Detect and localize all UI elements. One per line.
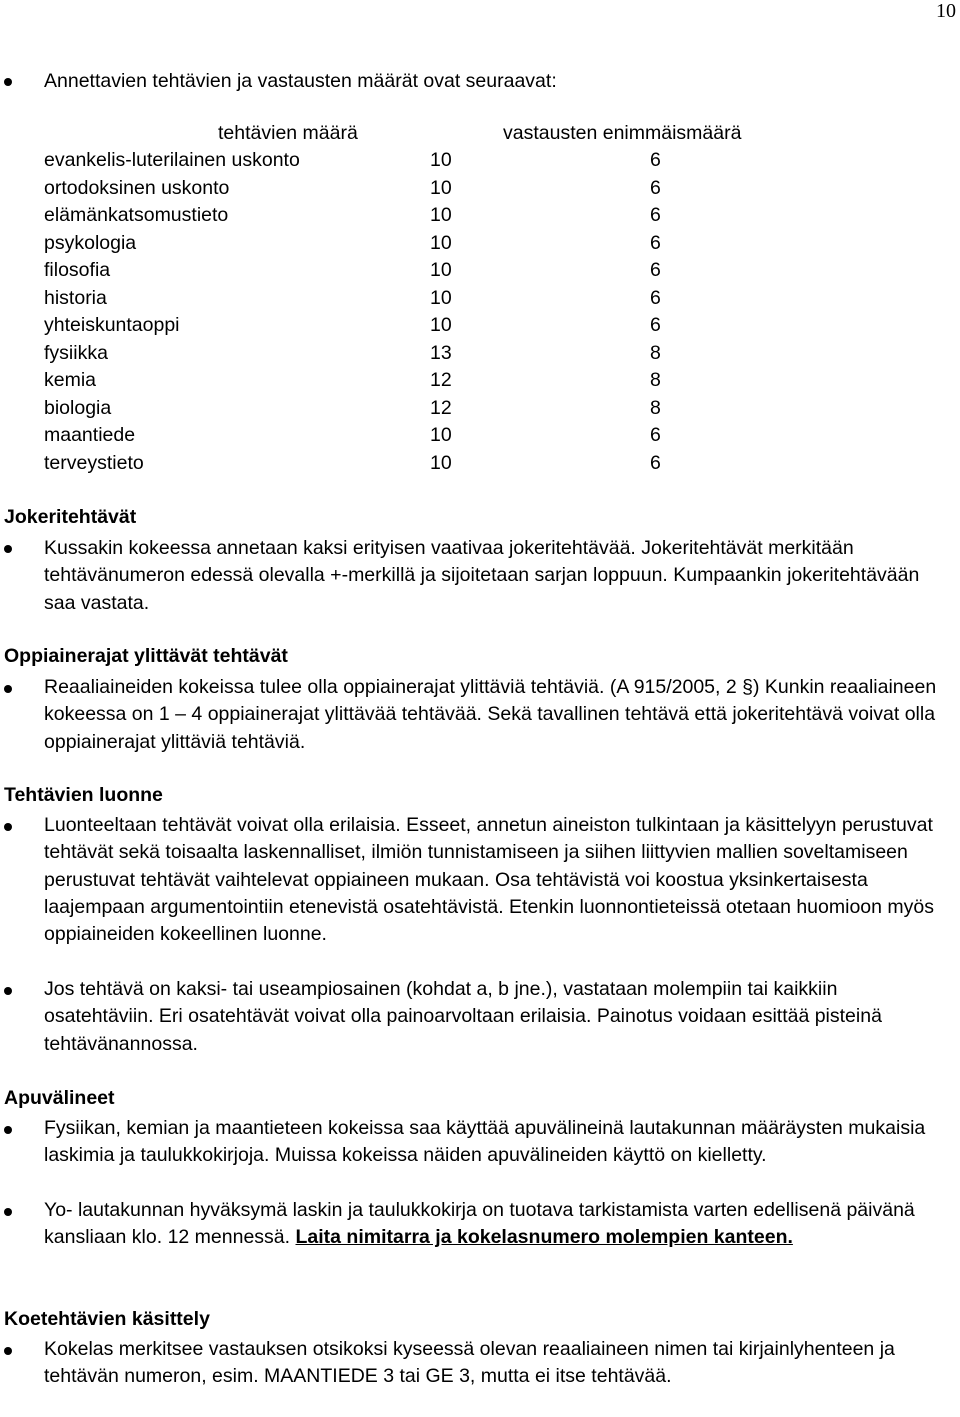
subject-cell: elämänkatsomustieto	[44, 204, 229, 226]
bullet-icon	[4, 1347, 12, 1355]
table-row	[44, 257, 744, 284]
table-row	[44, 312, 744, 339]
table-row	[44, 422, 744, 449]
bullet-icon	[4, 545, 12, 553]
table-row	[44, 230, 744, 257]
page-number: 10	[936, 0, 956, 22]
answers-cell: 6	[650, 231, 661, 254]
section-heading-apuvalineet: Apuvälineet	[4, 1087, 115, 1109]
subject-cell: biologia	[44, 396, 112, 419]
bullet-icon	[4, 1208, 12, 1216]
tasks-cell: 10	[430, 259, 452, 281]
apuvalineet-paragraph-2	[44, 1197, 944, 1252]
bullet-icon	[4, 823, 12, 831]
table-row	[44, 175, 744, 202]
table-row	[44, 202, 744, 229]
tasks-cell: 10	[430, 424, 452, 446]
table-row	[44, 367, 744, 394]
jokeri-paragraph: Kussakin kokeessa annetaan kaksi erityisen vaativaa jokeritehtävää. Jokeritehtävät merkitään tehtävänumeron edessä olevalla +-merkillä ja sijoitetaan sarjan loppuun. Kumpaankin jokeritehtävään saa vastata.	[44, 537, 920, 614]
table-row	[44, 395, 744, 422]
bullet-icon	[4, 1126, 12, 1134]
intro-text: Annettavien tehtävien ja vastausten määrät ovat seuraavat:	[44, 70, 557, 92]
subject-cell: filosofia	[44, 259, 111, 281]
tasks-cell: 12	[430, 396, 452, 419]
answers-cell: 6	[650, 204, 661, 226]
answers-cell: 6	[650, 286, 661, 309]
bullet-icon	[4, 78, 12, 86]
answers-cell: 6	[650, 259, 661, 281]
answers-cell: 8	[650, 396, 661, 419]
subject-cell: evankelis-luterilainen uskonto	[44, 149, 300, 171]
luonne-paragraph-2: Jos tehtävä on kaksi- tai useampiosainen (kohdat a, b jne.), vastataan molempiin tai kaikkiin osatehtäviin. Eri osatehtävät voivat olla painoarvoltaan erilaisia. Painotus voidaan esittää pisteinä tehtävänannossa.	[44, 978, 882, 1055]
subject-cell: ortodoksinen uskonto	[44, 176, 230, 199]
table-row	[44, 147, 744, 174]
tasks-cell: 10	[430, 204, 452, 226]
table-header-answers: vastausten enimmäismäärä	[503, 122, 742, 144]
answers-cell: 8	[650, 341, 661, 364]
subject-cell: historia	[44, 286, 107, 309]
tasks-cell: 13	[430, 341, 452, 364]
tasks-cell: 10	[430, 231, 452, 254]
table-row	[44, 340, 744, 367]
tasks-cell: 10	[430, 451, 452, 474]
luonne-paragraph-1: Luonteeltaan tehtävät voivat olla erilaisia. Esseet, annetun aineiston tulkintaan ja käsittelyyn perustuvat tehtävät sekä toisaalta laskennalliset, ilmiön tunnistamiseen ja siihen liittyvien mallien soveltamiseen perustuvat tehtävät vaihtelevat oppiaineen mukaan. Osa tehtävistä voi koostua yksinkertaisesta laajempaan argumentointiin etenevistä osatehtävistä. Etenkin luonnontieteissä otetaan huomioon myös oppiaineiden kokeellinen luonne.	[44, 814, 934, 946]
section-heading-jokeri: Jokeritehtävät	[4, 506, 137, 528]
subject-cell: maantiede	[44, 424, 136, 446]
answers-cell: 6	[650, 314, 661, 336]
apuvalineet-text: Yo- lautakunnan hyväksymä laskin ja taulukkokirja on tuotava tarkistamista varten edellisenä päivänä kansliaan klo. 12 mennessä.	[44, 1199, 915, 1249]
subject-cell: psykologia	[44, 231, 137, 254]
apuvalineet-paragraph-1: Fysiikan, kemian ja maantieteen kokeissa saa käyttää apuvälineinä lautakunnan määräysten mukaisia laskimia ja taulukkokirjoja. Muissa kokeissa näiden apuvälineiden käyttö on kielletty.	[44, 1117, 926, 1167]
subject-cell: kemia	[44, 369, 97, 391]
table-row	[44, 285, 744, 312]
answers-cell: 6	[650, 451, 661, 474]
tasks-cell: 10	[430, 176, 452, 199]
tasks-cell: 10	[430, 314, 452, 336]
koe-paragraph: Kokelas merkitsee vastauksen otsikoksi kyseessä olevan reaaliaineen nimen tai kirjainlyhenteen ja tehtävän numeron, esim. MAANTIEDE 3 tai GE 3, mutta ei itse tehtävää.	[44, 1338, 895, 1388]
tasks-cell: 12	[430, 369, 452, 391]
apuvalineet-emphasis: Laita nimitarra ja kokelasnumero molempien kanteen.	[295, 1226, 793, 1249]
table-header-tasks: tehtävien määrä	[218, 122, 358, 144]
subject-cell: fysiikka	[44, 341, 108, 364]
subject-cell: yhteiskuntaoppi	[44, 314, 180, 336]
tasks-cell: 10	[430, 286, 452, 309]
subject-cell: terveystieto	[44, 451, 144, 474]
answers-cell: 6	[650, 424, 661, 446]
section-heading-koe: Koetehtävien käsittely	[4, 1308, 210, 1330]
answers-cell: 6	[650, 176, 661, 199]
oppiaine-paragraph: Reaaliaineiden kokeissa tulee olla oppiainerajat ylittäviä tehtäviä. (A 915/2005, 2 §) Kunkin reaaliaineen kokeessa on 1 – 4 oppiainerajat ylittävää tehtävää. Sekä tavallinen tehtävä että jokeritehtävä voivat olla oppiainerajat ylittäviä tehtäviä.	[44, 676, 937, 753]
answers-cell: 6	[650, 149, 661, 171]
section-heading-luonne: Tehtävien luonne	[4, 784, 163, 806]
table-row	[44, 450, 744, 477]
bullet-icon	[4, 987, 12, 995]
section-heading-oppiaine: Oppiainerajat ylittävät tehtävät	[4, 645, 288, 667]
tasks-cell: 10	[430, 149, 452, 171]
answers-cell: 8	[650, 369, 661, 391]
bullet-icon	[4, 685, 12, 693]
